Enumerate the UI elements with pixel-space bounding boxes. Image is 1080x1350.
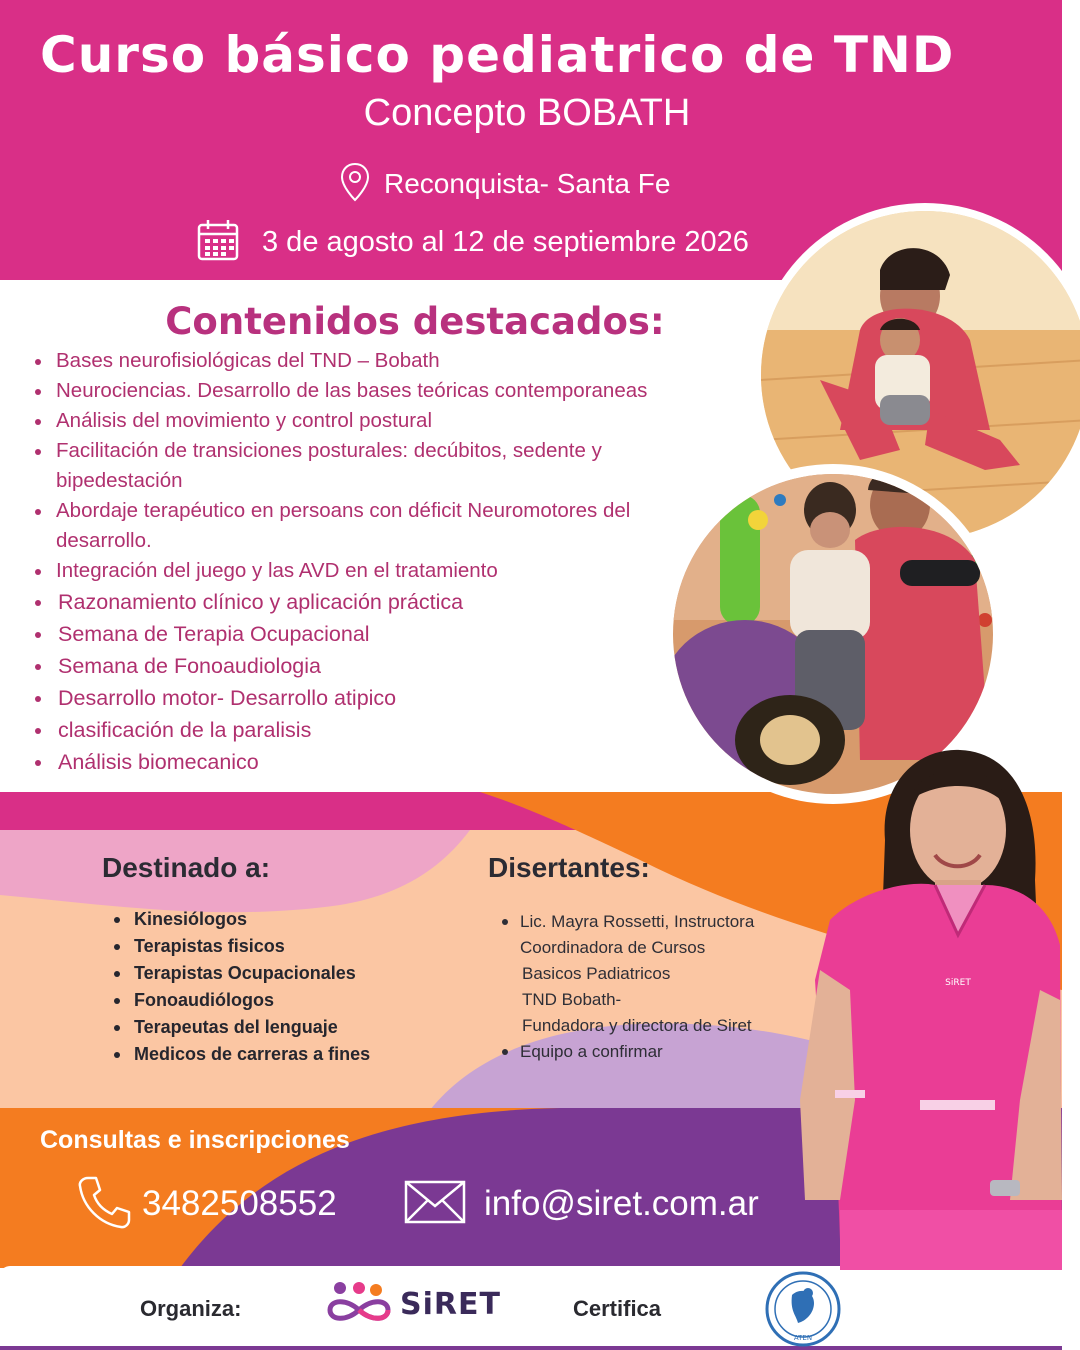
list-item: Análisis del movimiento y control postural (32, 406, 692, 436)
list-item: Bases neurofisiológicas del TND – Bobath (32, 346, 692, 376)
location-text: Reconquista- Santa Fe (384, 168, 671, 199)
svg-text:SiRET: SiRET (945, 978, 971, 988)
contents-title: Contenidos destacados: (165, 300, 665, 343)
phone-contact[interactable] (76, 1176, 337, 1232)
course-subtitle: Concepto BOBATH (363, 92, 691, 134)
speaker-line: TND Bobath- (522, 990, 622, 1009)
footer-line (0, 1346, 1062, 1350)
speaker-line: Basicos Padiatricos (522, 964, 671, 983)
aten-logo (756, 1271, 850, 1347)
course-title: Curso básico pediatrico de TND (40, 26, 955, 84)
speaker-line: Fundadora y directora de Siret (522, 1016, 752, 1035)
list-item: Neurociencias. Desarrollo de las bases teóricas contemporaneas (32, 376, 692, 406)
audience-list (110, 906, 370, 1068)
date-text: 3 de agosto al 12 de septiembre 2026 (262, 225, 749, 258)
email-contact[interactable] (404, 1176, 759, 1232)
calendar-icon (196, 218, 240, 267)
speakers-list (498, 909, 818, 1065)
speaker-line: Lic. Mayra Rossetti, Instructora (520, 912, 755, 931)
phone-number[interactable]: 3482508552 (142, 1184, 337, 1223)
location-row (340, 162, 670, 206)
siret-logo (326, 1278, 501, 1330)
list-item: Análisis biomecanico (32, 746, 692, 778)
contents-list (32, 346, 692, 778)
speaker-line: Coordinadora de Cursos (520, 938, 706, 957)
siret-wordmark: SiRET (400, 1286, 501, 1322)
speaker-item (498, 909, 818, 1039)
list-item: Facilitación de transiciones posturales: decúbitos, sedente y bipedestación (32, 436, 692, 496)
list-item: Terapistas Ocupacionales (110, 960, 370, 987)
list-item: Integración del juego y las AVD en el tratamiento (32, 556, 692, 586)
list-item: Fonoaudiólogos (110, 987, 370, 1014)
location-pin-icon (340, 162, 370, 207)
speaker-item: Equipo a confirmar (498, 1039, 818, 1065)
email-address[interactable]: info@siret.com.ar (484, 1184, 759, 1223)
list-item: Semana de Fonoaudiologia (32, 650, 692, 682)
certifica-label: Certifica (573, 1296, 662, 1321)
list-item: Semana de Terapia Ocupacional (32, 618, 692, 650)
aten-text: ATEN (793, 1334, 813, 1342)
list-item: Terapeutas del lenguaje (110, 1014, 370, 1041)
contact-title: Consultas e inscripciones (40, 1126, 350, 1154)
list-item: Kinesiólogos (110, 906, 370, 933)
list-item: Terapistas fisicos (110, 933, 370, 960)
list-item: Abordaje terapéutico en persoans con déficit Neuromotores del desarrollo. (32, 496, 692, 556)
speakers-title: Disertantes: (488, 852, 650, 883)
siret-logo-icon (326, 1280, 392, 1328)
phone-icon (76, 1174, 132, 1235)
audience-title: Destinado a: (102, 852, 271, 883)
list-item: Desarrollo motor- Desarrollo atipico (32, 682, 692, 714)
organiza-label: Organiza: (140, 1296, 242, 1321)
list-item: Razonamiento clínico y aplicación práctica (32, 586, 692, 618)
right-edge-strip (1062, 0, 1080, 1350)
list-item: Medicos de carreras a fines (110, 1041, 370, 1068)
list-item: clasificación de la paralisis (32, 714, 692, 746)
mail-icon (404, 1180, 466, 1229)
date-row (196, 218, 749, 266)
